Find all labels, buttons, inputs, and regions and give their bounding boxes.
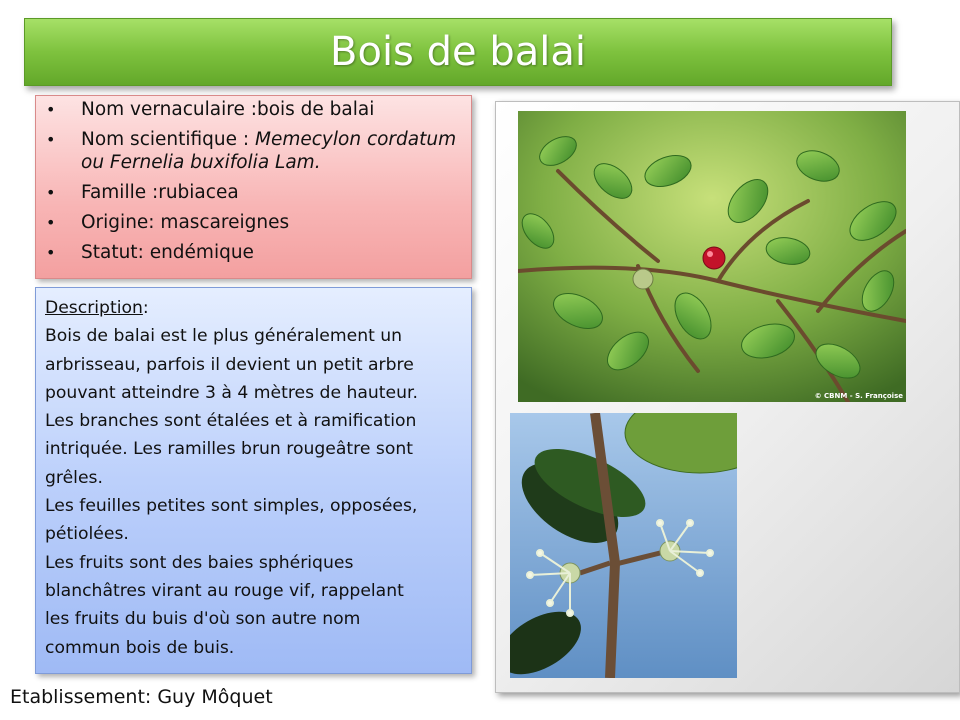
description-line: pétiolées. <box>45 524 129 545</box>
bullet-icon: • <box>46 183 56 202</box>
info-item-origin: • Origine: mascareignes <box>46 212 290 233</box>
description-line: Bois de balai est le plus généralement un <box>45 326 403 347</box>
description-line: Les branches sont étalées et à ramification <box>45 411 417 432</box>
plant-photo-flowers <box>510 413 737 678</box>
info-item-vernacular: • Nom vernaculaire :bois de balai <box>46 99 375 120</box>
info-list <box>44 98 463 264</box>
info-box <box>35 95 472 279</box>
info-item-status: • Statut: endémique <box>46 242 254 263</box>
description-line: blanchâtres virant au rouge vif, rappelant <box>45 580 404 601</box>
description-line: Les fruits sont des baies sphériques <box>45 552 354 573</box>
description-line: pouvant atteindre 3 à 4 mètres de hauteur. <box>45 382 418 403</box>
description-line: grêles. <box>45 467 103 488</box>
plant-photo-leaves-berry <box>518 111 906 402</box>
footer-establishment: Etablissement: Guy Môquet <box>10 686 273 708</box>
description-line: intriquée. Les ramilles brun rougeâtre sont <box>45 439 413 460</box>
description-line: arbrisseau, parfois il devient un petit arbre <box>45 354 414 375</box>
description-box <box>35 287 472 674</box>
bullet-icon: • <box>46 100 56 119</box>
scientific-name: Memecylon cordatum ou Fernelia buxifolia Lam. <box>81 129 457 173</box>
description-line: commun bois de buis. <box>45 637 235 658</box>
photo-credit: © CBNM - S. Françoise <box>814 392 903 400</box>
info-item-scientific: • Nom scientifique : Memecylon cordatum ou Fernelia buxifolia Lam. <box>46 129 457 173</box>
description-line: les fruits du buis d'où son autre nom <box>45 609 361 630</box>
bullet-icon: • <box>46 130 56 149</box>
bullet-icon: • <box>46 243 56 262</box>
title-bar <box>24 18 892 86</box>
description-line: Les feuilles petites sont simples, opposées, <box>45 496 418 517</box>
info-item-family: • Famille :rubiacea <box>46 182 239 203</box>
description-heading: Description: <box>45 298 149 318</box>
slide-title: Bois de balai <box>330 29 586 75</box>
bullet-icon: • <box>46 213 56 232</box>
